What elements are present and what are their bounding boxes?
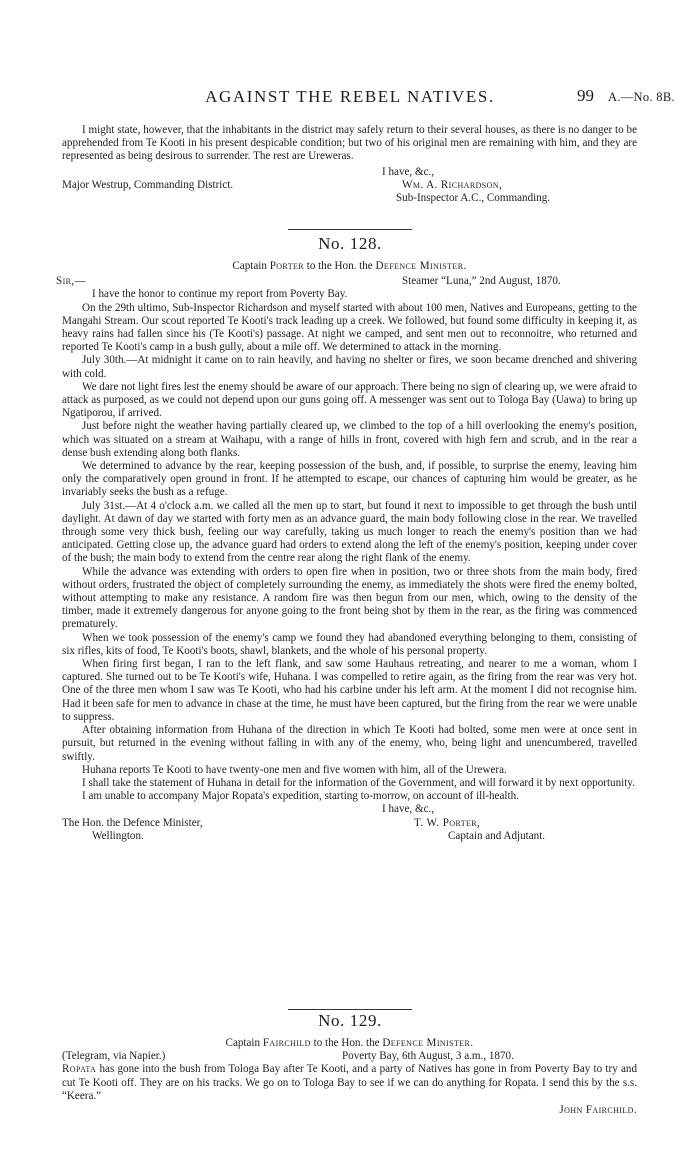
addressee-city: Wellington. xyxy=(92,829,144,842)
addressee: Major Westrup, Commanding District. xyxy=(62,178,234,191)
paragraph: We dare not light fires lest the enemy should be aware of our approach. There being no sign of clearing up, we were afraid to attack as purposed, as we could not depend upon our guns going off. A messenger was sent out to Tologa Bay (Uawa) to bring up Ngatiporou, if arrived. xyxy=(62,380,637,420)
signature-row xyxy=(62,830,637,843)
signer-name: John Fairchild. xyxy=(559,1104,637,1116)
paper-reference: A.—No. 8B. xyxy=(608,90,675,104)
lead-word: Ropata xyxy=(62,1063,97,1076)
salutation: Sir,— xyxy=(56,275,87,288)
closing: I have, &c., xyxy=(382,803,435,816)
document-caption: Captain Porter to the Hon. the Defence Minister. xyxy=(232,260,467,272)
sender-name: Porter xyxy=(269,260,304,272)
signature-row xyxy=(62,166,637,179)
document-128 xyxy=(56,260,637,843)
closing: I have, &c., xyxy=(382,165,435,178)
page-number: 99 xyxy=(577,86,594,105)
paragraph: I have the honor to continue my report from Poverty Bay. xyxy=(92,288,348,301)
signature-row xyxy=(62,192,637,205)
recipient-office: Defence Minister. xyxy=(375,260,467,272)
place-date: Steamer “Luna,” 2nd August, 1870. xyxy=(402,275,561,288)
document-number: No. 128. xyxy=(318,234,382,253)
sender-name: Fairchild xyxy=(262,1037,311,1049)
paragraph: I might state, however, that the inhabitants in the district may safely return to their several houses, as there is no danger to be apprehended from Te Kooti in his present despicable condition; but two of his original men are remaining with him, and they are represented as being desirous to surrender. The rest are Ureweras. xyxy=(62,124,637,163)
paragraph: While the advance was extending with orders to open fire when in position, two or three shots from the main body, fired without orders, frustrated the object of completely surrounding the enemy, as immediately the shots were fired the enemy bolted, without attempting to make any resistance. A random fire was then begun from our men, which, owing to the density of the timber, made it extremely dangerous for anyone going to the front being shot by them in the rear, as the firing was commenced prematurely. xyxy=(62,565,637,631)
paragraph: On the 29th ultimo, Sub-Inspector Richardson and myself started with about 100 men, Natives and Europeans, getting to the Mangahi Stream. Our scout reported Te Kooti's track leading up a creek. We followed, but found some difficulty in keeping it, as heavy rains had fallen since his (Te Kooti's) passage. At night we camped, and sent men out to reconnoitre, who returned and reported Te Kooti's camp in a bush gully, about a mile off. We determined to attack in the morning. xyxy=(62,301,637,354)
signature-row xyxy=(62,803,637,816)
document-caption: Captain Fairchild to the Hon. the Defence Minister. xyxy=(225,1037,474,1049)
signer-title: Captain and Adjutant. xyxy=(448,829,546,842)
paragraph: Huhana reports Te Kooti to have twenty-one men and five women with him, all of the Urewera. xyxy=(82,763,507,776)
paragraph: After obtaining information from Huhana of the direction in which Te Kooti had bolted, some men were at once sent in pursuit, but returned in the evening without falling in with any of the enemy, who, being light and unencumbered, travelled swiftly. xyxy=(62,724,637,763)
paragraph: Just before night the weather having partially cleared up, we climbed to the top of a hill overlooking the enemy's position, which was situated on a stream at Waihapu, with a range of hills in front, covered with high fern and scrub, and in the rear a dense bush extending along both flanks. xyxy=(62,420,637,459)
document-number: No. 129. xyxy=(318,1011,382,1030)
paragraph: I am unable to accompany Major Ropata's expedition, starting to-morrow, on account of ill-health. xyxy=(82,790,519,803)
paragraph: I shall take the statement of Huhana in detail for the information of the Government, and will forward it by next opportunity. xyxy=(82,776,635,789)
telegram-note: (Telegram, via Napier.) xyxy=(62,1050,166,1063)
paragraph: July 30th.—At midnight it came on to rain heavily, and having no shelter or fires, we soon became drenched and shivering with cold. xyxy=(62,354,637,380)
paragraph: July 31st.—At 4 o'clock a.m. we called all the men up to start, but found it next to impossible to get through the bush until daylight. At dawn of day we started with forty men as an advance guard, the main body following close in the rear. We travelled through some very thick bush, feeling our way carefully, taking us much longer to reach the enemy's position than we had anticipated. Getting close up, the advance guard had orders to extend along the left of the enemy's position, keeping under cover of the bush; the main body to extend from the centre rear along the right flank of the enemy. xyxy=(62,499,637,565)
paragraph: When we took possession of the enemy's camp we found they had abandoned everything belonging to them, consisting of six rifles, kits of food, Te Kooti's boots, shawl, blankets, and the whole of his personal property. xyxy=(62,631,637,657)
salutation-row xyxy=(56,275,637,288)
place-date: Poverty Bay, 6th August, 3 a.m., 1870. xyxy=(342,1050,514,1063)
paragraph: Ropata has gone into the bush from Tologa Bay after Te Kooti, and a party of Natives has gone in from Poverty Bay to try and cut Te Kooti off. They are on his tracks. We go on to Tologa Bay to see if we can do anything for Ropata. I send this by the s.s. “Keera.” xyxy=(62,1063,637,1102)
signature-row xyxy=(62,179,637,192)
signer-name: Wm. A. Richardson, xyxy=(402,178,503,191)
signature-row xyxy=(62,817,637,830)
paragraph: We determined to advance by the rear, keeping possession of the bush, and, if possible, to surprise the enemy, leaving him only the comparatively open ground in front. If he attempted to escape, our chances of capturing him would be greater, as he invariably seeks the bush as a refuge. xyxy=(62,460,637,499)
recipient-office: Defence Minister. xyxy=(382,1037,474,1049)
signer-name: T. W. Porter, xyxy=(414,816,481,829)
signer-title: Sub-Inspector A.C., Commanding. xyxy=(396,191,551,204)
addressee: The Hon. the Defence Minister, xyxy=(62,816,203,829)
running-title: AGAINST THE REBEL NATIVES. xyxy=(205,87,495,106)
document-129 xyxy=(62,1037,637,1117)
section-divider xyxy=(288,229,412,230)
previous-letter-ending xyxy=(62,124,637,205)
signature-row xyxy=(62,1104,637,1117)
telegram-row xyxy=(62,1050,637,1063)
paragraph: When firing first began, I ran to the left flank, and saw some Hauhaus retreating, and nearer to me a woman, whom I captured. She turned out to be Te Kooti's wife, Huhana. I was compelled to retire again, as the firing from the rear was very hot. One of the three men whom I saw was Te Kooti, who had his carbine under his left arm. At the moment I did not recognise him. Had it been safe for men to advance in chase at the time, he must have been captured, but the firing from the rear we were unable to suppress. xyxy=(62,658,637,723)
section-divider xyxy=(288,1009,412,1010)
